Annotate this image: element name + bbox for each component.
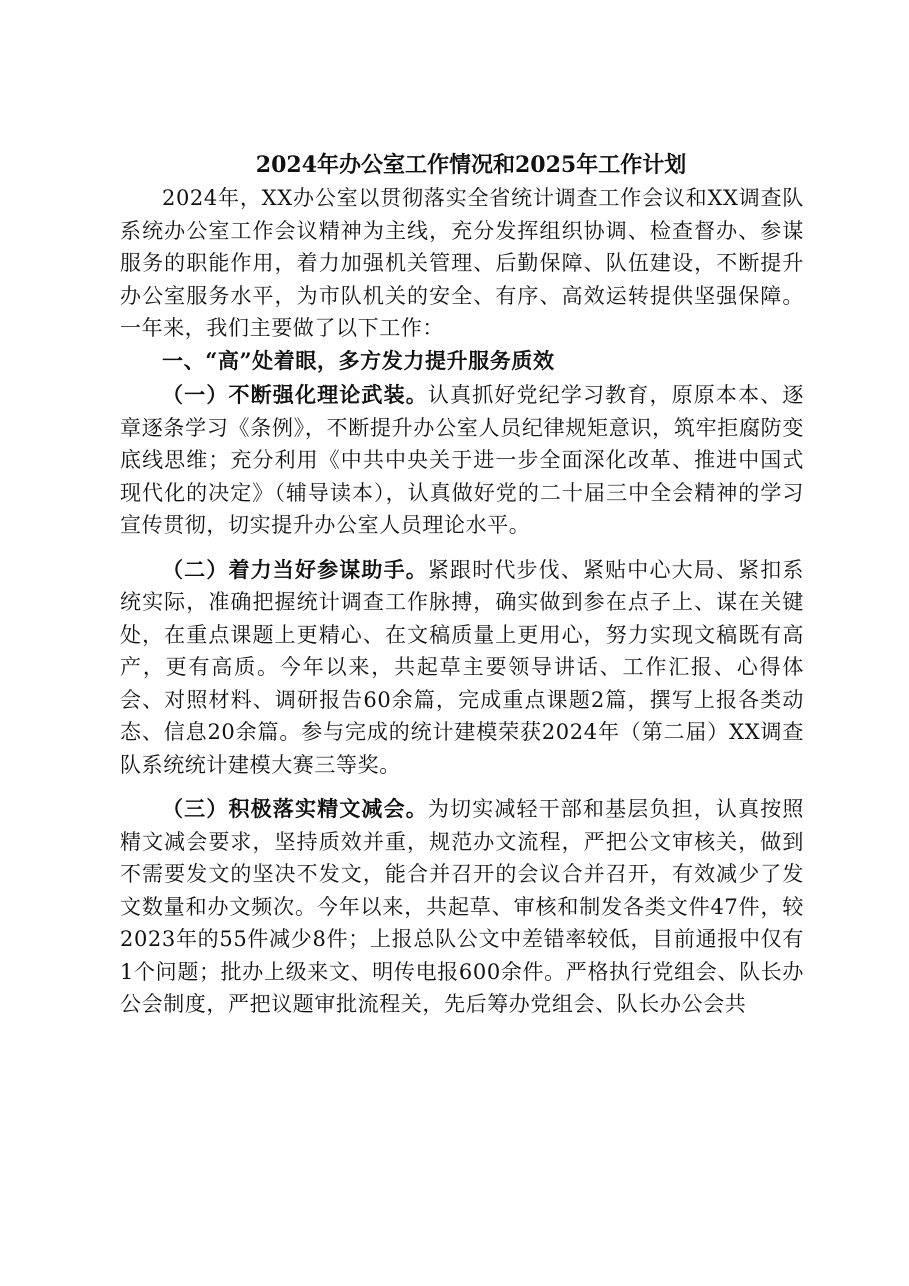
intro-paragraph: 2024年，XX办公室以贯彻落实全省统计调查工作会议和XX调查队系统办公室工作会议精神为主线，充分发挥组织协调、检查督办、参谋服务的职能作用，着力加强机关管理、后勤保障、队伍建设，不断提升办公室服务水平，为市队机关的安全、有序、高效运转提供坚强保障。一年来，我们主要做了以下工作： xyxy=(120,186,804,340)
document-title: 2024年办公室工作情况和2025年工作计划 xyxy=(255,152,687,178)
item-paragraph-2 xyxy=(120,554,804,782)
item-paragraph-3 xyxy=(120,793,804,1021)
section-heading: 一、“高”处着眼，多方发力提升服务质效 xyxy=(162,347,555,373)
item-body-3: 为切实减轻干部和基层负担，认真按照精文减会要求，坚持质效并重，规范办文流程，严把公文审核关，做到不需要发文的坚决不发文，能合并召开的会议合并召开，有效减少了发文数量和办文频次。今年以来，共起草、审核和制发各类文件47件，较2023年的55件减少8件；上报总队公文中差错率较低，目前通报中仅有1个问题；批办上级来文、明传电报600余件。严格执行党组会、队长办公会制度，严把议题审批流程关，先后筹办党组会、队长办公会共 xyxy=(120,797,804,1016)
item-lead-1: （一）不断强化理论武装。 xyxy=(162,382,428,407)
item-body-2: 紧跟时代步伐、紧贴中心大局、紧扣系统实际，准确把握统计调查工作脉搏，确实做到参在点子上、谋在关键处，在重点课题上更精心、在文稿质量上更用心，努力实现文稿既有高产，更有高质。今年以来，共起草主要领导讲话、工作汇报、心得体会、对照材料、调研报告60余篇，完成重点课题2篇，撰写上报各类动态、信息20余篇。参与完成的统计建模荣获2024年（第二届）XX调查队系统统计建模大赛三等奖。 xyxy=(120,557,804,777)
document-page xyxy=(120,148,804,1021)
item-lead-3: （三）积极落实精文减会。 xyxy=(162,796,428,821)
item-paragraph-1 xyxy=(120,379,804,542)
item-body-1: 认真抓好党纪学习教育，原原本本、逐章逐条学习《条例》，不断提升办公室人员纪律规矩意识，筑牢拒腐防变底线思维；充分利用《中共中央关于进一步全面深化改革、推进中国式现代化的决定》（辅导读本），认真做好党的二十届三中全会精神的学习宣传贯彻，切实提升办公室人员理论水平。 xyxy=(120,383,804,537)
item-lead-2: （二）着力当好参谋助手。 xyxy=(162,556,428,582)
